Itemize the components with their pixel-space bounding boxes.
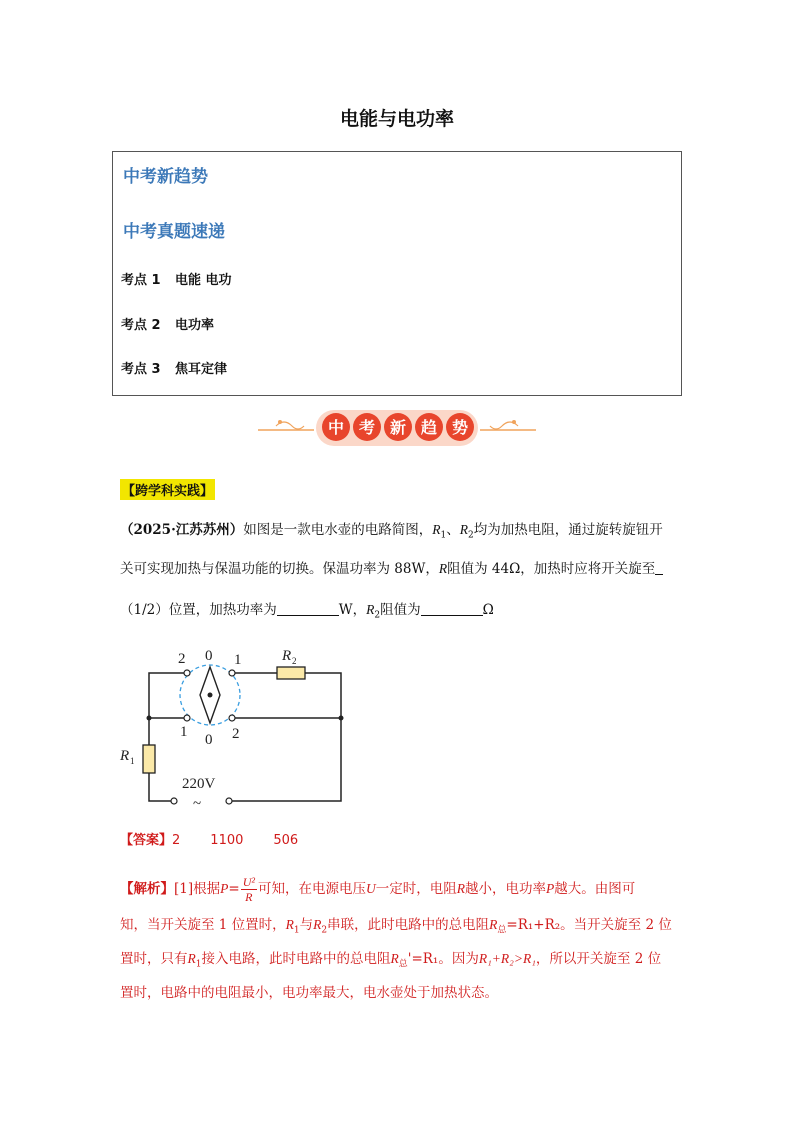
symbol: R	[285, 917, 294, 932]
text: 阻值为 44Ω，加热时应将开关旋至	[447, 561, 656, 577]
question-line-1	[120, 512, 680, 554]
resistor-r1	[143, 745, 155, 773]
banner-char: 考	[358, 418, 376, 437]
circuit-diagram	[116, 642, 352, 812]
text: 与	[299, 917, 314, 933]
outline-item-text: 焦耳定律	[175, 362, 228, 377]
outline-item-text: 电功率	[175, 318, 215, 333]
banner-char: 势	[451, 418, 469, 437]
subscript: 1	[440, 530, 447, 541]
answer-line	[120, 829, 328, 848]
r2-label-sub: 2	[292, 656, 297, 666]
circuit-wires	[149, 673, 341, 801]
r2-label: R	[282, 648, 292, 664]
symbol: R	[313, 917, 322, 932]
text: 一定时，电阻	[375, 881, 457, 897]
r1-symbol: R	[432, 522, 441, 537]
text: 阻值为	[380, 602, 421, 618]
r1-label-sub: 1	[130, 756, 135, 766]
question-source: （2025·江苏苏州）	[120, 522, 244, 538]
outline-item-number: 考点 1	[121, 273, 161, 288]
text: 可知，在电源电压	[257, 881, 366, 897]
contact-label: 0	[205, 732, 213, 748]
outline-item-number: 考点 3	[121, 362, 161, 377]
text: 如图是一款电水壶的电路简图，	[243, 522, 433, 538]
outline-heading-real-questions[interactable]: 中考真题速递	[123, 222, 225, 242]
banner-char: 新	[389, 418, 407, 437]
text: =R₁+R₂。当开关旋至 2 位	[506, 917, 672, 933]
symbol: R	[489, 917, 498, 932]
answer-value: 506	[273, 833, 299, 848]
contact-label: 0	[205, 648, 213, 664]
outline-item-2[interactable]	[121, 314, 214, 333]
resistor-r2	[277, 667, 305, 679]
unit-watt: W，	[338, 602, 367, 618]
answer-value: 1100	[210, 833, 244, 848]
symbol: R	[390, 951, 399, 966]
symbol: R	[456, 881, 465, 896]
category-tag: 【跨学科实践】	[120, 479, 215, 500]
answer-blank-2[interactable]	[277, 601, 339, 616]
contact-label: 2	[232, 726, 240, 742]
text: 串联，此时电路中的总电阻	[327, 917, 490, 933]
subscript: 1	[195, 959, 202, 970]
text: 越大。由图可	[554, 881, 636, 897]
contact-label: 1	[234, 652, 242, 668]
answer-blank-3[interactable]	[421, 601, 483, 616]
outline-item-text: 电能 电功	[175, 273, 232, 288]
symbol: P	[545, 881, 555, 896]
outline-item-3[interactable]	[121, 358, 227, 377]
banner-char: 趋	[420, 418, 438, 437]
text: 、	[446, 522, 460, 538]
question-line-3	[120, 592, 680, 634]
unit-ohm: Ω	[482, 602, 494, 618]
knob-pivot	[208, 693, 213, 698]
outline-item-number: 考点 2	[121, 318, 161, 333]
analysis-line-1: 【解析】[1]根据P= $\frac{\text{U²}}{R}$ 可知，在电源电压U一定时，电阻R越小，电功率P越大。由图可	[120, 875, 636, 904]
symbol: R	[187, 951, 196, 966]
text: 均为加热电阻，通过旋转旋钮开	[473, 522, 663, 538]
analysis-label: 【解析】	[120, 881, 174, 897]
text: 知，当开关旋至 1 位置时，	[120, 917, 286, 933]
r1-symbol: R	[438, 561, 448, 576]
formula-fraction	[241, 875, 257, 904]
text: ，所以开关旋至 2 位	[535, 951, 662, 967]
text: '=R₁。因为	[407, 951, 479, 967]
ac-symbol: ~	[193, 796, 202, 812]
junction-dot	[147, 716, 152, 721]
formula-numerator: U²	[242, 875, 255, 889]
contact-label: 1	[180, 724, 188, 740]
text: （1/2）位置，加热功率为	[120, 602, 277, 618]
subscript: 2	[321, 925, 328, 936]
r2-symbol: R	[459, 522, 469, 537]
contact-label: 2	[178, 651, 186, 667]
answer-value: 2	[172, 833, 181, 848]
banner-left-ornament	[258, 420, 314, 430]
answer-blank-1[interactable]	[655, 560, 663, 575]
analysis-line-4: 置时，电路中的电阻最小，电功率最大，电水壶处于加热状态。	[120, 985, 498, 1001]
text: 关可实现加热与保温功能的切换。保温功率为 88W，	[120, 561, 439, 577]
text: R₁+R₂>R₁	[478, 951, 536, 966]
symbol: U	[365, 881, 376, 896]
banner-char: 中	[327, 418, 345, 437]
subscript: 1	[293, 925, 300, 936]
formula-denominator: R	[245, 890, 253, 904]
formula-lhs: P	[220, 881, 229, 896]
outline-heading-trends[interactable]: 中考新趋势	[123, 167, 208, 187]
outline-item-1[interactable]	[121, 269, 232, 288]
subscript: 总	[497, 925, 507, 936]
outline-box	[112, 151, 682, 396]
section-banner	[256, 404, 538, 450]
text: 置时，只有	[120, 951, 188, 967]
banner-right-ornament	[480, 420, 536, 430]
r2-symbol: R	[366, 602, 375, 617]
subscript: 2	[468, 530, 474, 541]
r1-label: R	[120, 748, 130, 764]
text: [1]根据	[174, 881, 221, 897]
subscript: 总	[398, 959, 408, 970]
answer-label: 【答案】	[120, 833, 173, 848]
document-title: 电能与电功率	[339, 108, 454, 130]
voltage-label: 220V	[182, 776, 216, 792]
text: 越小，电功率	[464, 881, 546, 897]
question-line-2	[120, 551, 680, 587]
text: 接入电路，此时电路中的总电阻	[201, 951, 391, 967]
subscript: 2	[374, 610, 381, 621]
junction-dot	[339, 716, 344, 721]
